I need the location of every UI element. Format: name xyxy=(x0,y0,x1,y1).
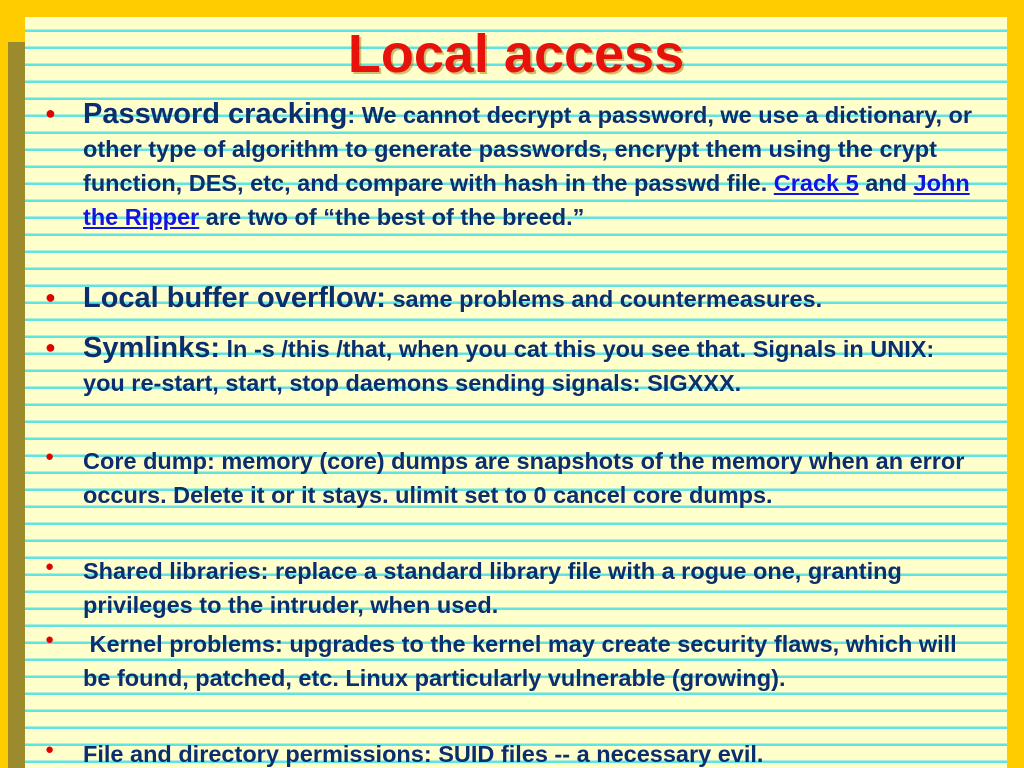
bullet-dot-icon: ● xyxy=(45,558,55,575)
bullet-and: and xyxy=(865,170,908,196)
bullet-text: Core dump: memory (core) dumps are snapshots of the memory when an error occurs. Delete it or it stays. ulimit set to 0 cancel core dumps. xyxy=(83,448,965,508)
bullet-dot-icon: ● xyxy=(45,337,56,357)
bullet-heading: Password cracking xyxy=(83,98,348,130)
bullet-body: same problems and countermeasures. xyxy=(392,286,823,312)
bullet-text: Shared libraries: replace a standard library file with a rogue one, granting privileges to the intruder, when used. xyxy=(83,558,902,618)
bullet-text: File and directory permissions: SUID files -- a necessary evil. xyxy=(83,741,764,767)
crack5-link[interactable]: Crack 5 xyxy=(773,170,859,196)
bullet-heading: Local buffer overflow: xyxy=(83,282,386,314)
bullet-dot-icon: ● xyxy=(45,103,56,123)
heading-colon: : xyxy=(347,102,356,128)
bullet-text xyxy=(83,97,978,234)
john-the-ripper-link[interactable]: John the Ripper xyxy=(83,170,970,230)
bullet-text: Kernel problems: upgrades to the kernel may create security flaws, which will be found, patched, etc. Linux particularly vulnerable (growing). xyxy=(83,631,964,691)
bullet-dot-icon: ● xyxy=(45,448,55,465)
bullet-body: ln -s /this /that, when you cat this you see that. Signals in UNIX: you re-start, start, stop daemons sending signals: SIGXXX. xyxy=(83,336,935,396)
slide-paper xyxy=(25,17,1007,768)
bullet-text xyxy=(83,331,978,400)
slide-title: Local access xyxy=(347,24,685,84)
bullet-dot-icon: ● xyxy=(45,287,56,307)
bullet-dot-icon: ● xyxy=(45,741,55,758)
bullet-heading: Symlinks: xyxy=(83,332,220,364)
bullet-body-end: are two of “the best of the breed.” xyxy=(205,204,585,230)
bullet-body: We cannot decrypt a password, we use a dictionary, or other type of algorithm to generate passwords, encrypt them using the crypt function, DES, etc, and compare with hash in the passwd file. xyxy=(83,102,973,196)
bullet-text xyxy=(83,281,978,316)
bullet-dot-icon: ● xyxy=(45,631,55,648)
